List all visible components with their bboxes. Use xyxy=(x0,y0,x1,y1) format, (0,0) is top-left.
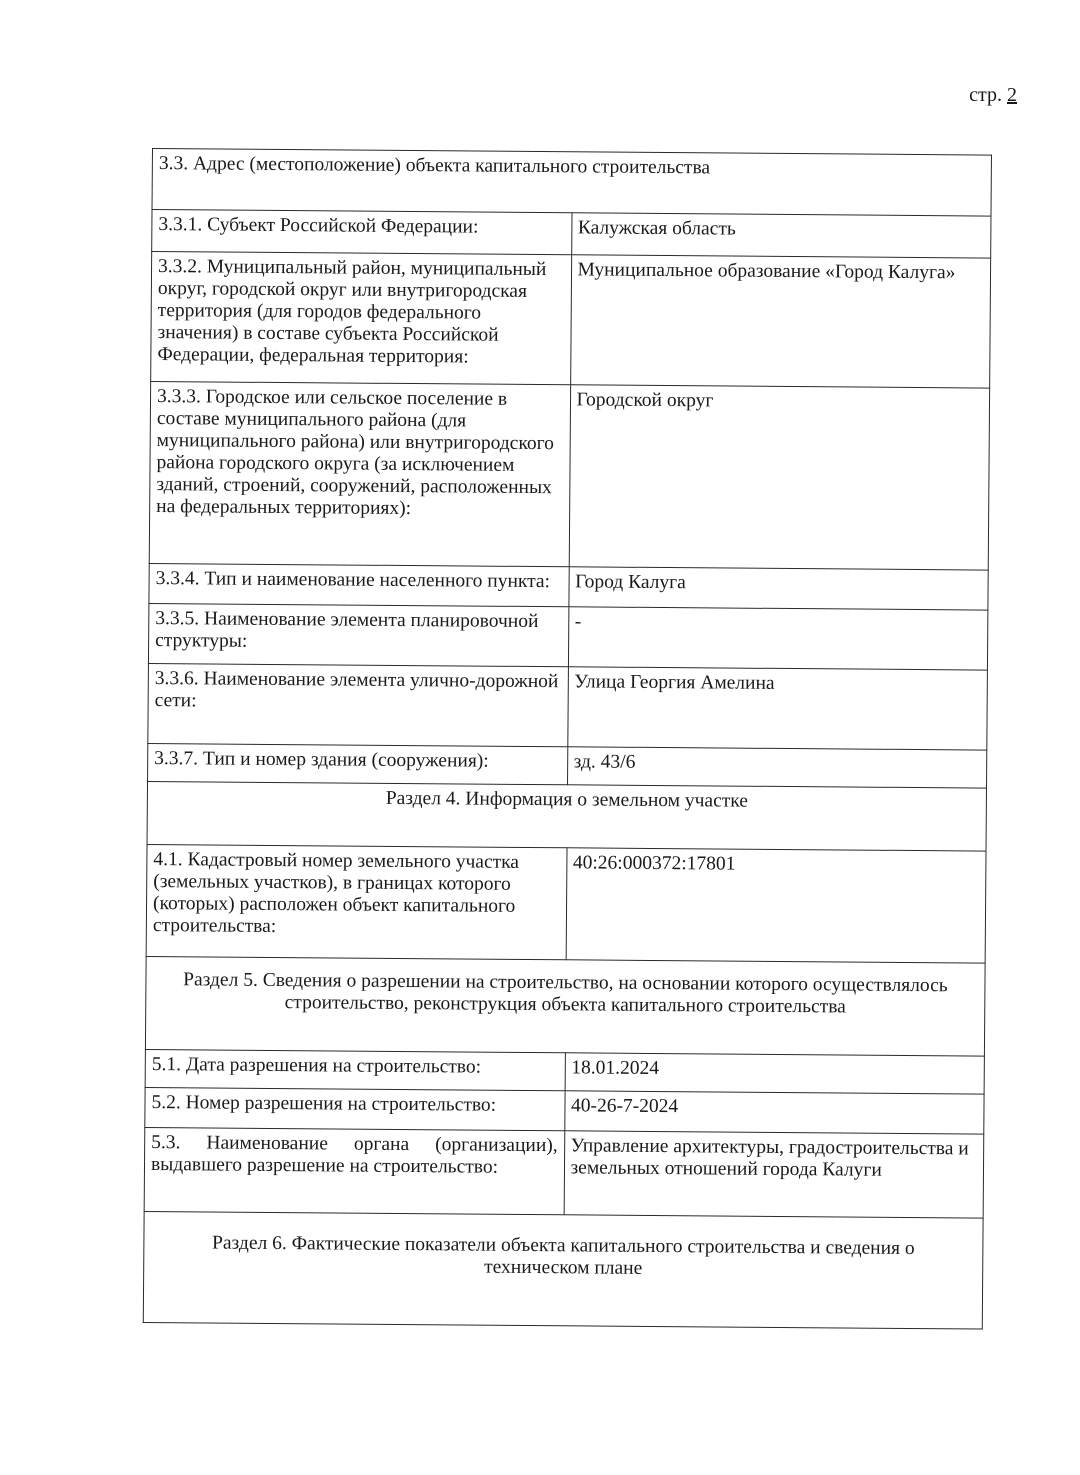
table-row xyxy=(145,1049,984,1094)
section-4-title: Раздел 4. Информация о земельном участке xyxy=(147,781,986,851)
field-value: Город Калуга xyxy=(568,567,988,610)
table-row xyxy=(148,603,987,670)
table-row xyxy=(148,743,987,788)
address-and-permit-table xyxy=(143,148,992,1330)
section-5-header-row xyxy=(145,956,985,1056)
section-6-header-row xyxy=(143,1211,983,1329)
table-row xyxy=(144,1127,984,1218)
table-row xyxy=(152,210,991,259)
page-number xyxy=(969,84,1017,107)
field-label: 3.3.7. Тип и номер здания (сооружения): xyxy=(148,743,568,784)
field-value: - xyxy=(568,607,988,670)
table-row xyxy=(148,663,988,750)
table-row xyxy=(151,252,991,389)
field-label: 3.3.2. Муниципальный район, муниципальный округ, городской округ или внутригородская территория (для городов федерального значения) в составе субъекта Российской Федерации, федеральная территория: xyxy=(151,252,572,385)
field-value: Управление архитектуры, градостроительства и земельных отношений города Калуги xyxy=(564,1131,984,1218)
field-value: Калужская область xyxy=(571,213,991,258)
field-value: Улица Георгия Амелина xyxy=(567,667,987,750)
field-label: 3.3.5. Наименование элемента планировочной структуры: xyxy=(148,603,568,666)
field-label: 5.1. Дата разрешения на строительство: xyxy=(145,1049,565,1090)
page-number-value: 2 xyxy=(1007,84,1017,106)
table-row xyxy=(149,381,989,570)
section-6-title: Раздел 6. Фактические показатели объекта капитального строительства и сведения о техническом плане xyxy=(143,1211,983,1329)
field-value: Городской округ xyxy=(569,385,990,570)
field-label: 5.2. Номер разрешения на строительство: xyxy=(145,1087,565,1130)
field-value: 18.01.2024 xyxy=(565,1053,985,1094)
field-label: 5.3. Наименование органа (организации), выдавшего разрешение на строительство: xyxy=(144,1127,564,1214)
section-3-3-header-row xyxy=(152,149,991,217)
field-label: 4.1. Кадастровый номер земельного участка (земельных участков), в границах которого (которых) расположен объект капитального строительства: xyxy=(146,844,566,959)
page-label: стр. xyxy=(969,84,1002,106)
table-row xyxy=(146,844,986,963)
document-table-container xyxy=(143,148,992,1330)
field-value: 40:26:000372:17801 xyxy=(566,848,986,963)
section-4-header-row xyxy=(147,781,986,851)
table-row xyxy=(145,1087,984,1134)
table-row xyxy=(149,563,988,610)
field-label: 3.3.3. Городское или сельское поселение в составе муниципального района (для муниципального района) или внутригородского района городского округа (за исключением зданий, строений, сооружений, расположенных на федеральных территориях): xyxy=(149,381,570,566)
field-label: 3.3.6. Наименование элемента улично-дорожной сети: xyxy=(148,663,568,746)
field-label: 3.3.4. Тип и наименование населенного пункта: xyxy=(149,563,569,606)
field-value: 40-26-7-2024 xyxy=(564,1091,984,1134)
field-value: Муниципальное образование «Город Калуга» xyxy=(570,255,991,388)
field-value: зд. 43/6 xyxy=(567,747,987,788)
section-5-title: Раздел 5. Сведения о разрешении на строительство, на основании которого осуществлялось строительство, реконструкция объекта капитального строительства xyxy=(145,956,985,1056)
field-label: 3.3.1. Субъект Российской Федерации: xyxy=(152,210,572,255)
section-3-3-title: 3.3. Адрес (местоположение) объекта капитального строительства xyxy=(152,149,991,217)
